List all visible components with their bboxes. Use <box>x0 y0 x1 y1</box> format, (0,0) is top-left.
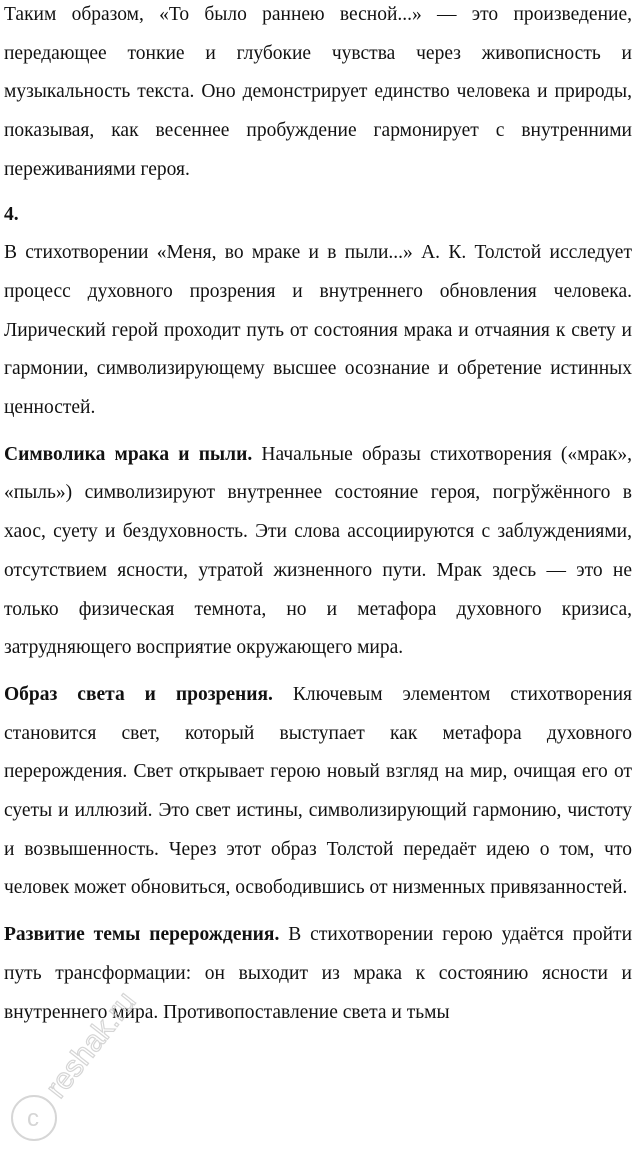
paragraph-intro: В стихотворении «Меня, во мраке и в пыли...» А. К. Толстой исследует процесс духовного прозрения и внутреннего обновления человека. Лирический герой проходит путь от состояния мрака и отчаяния к свету и гармонии, символизирующему высшее осознание и обретение истинных ценностей. <box>4 242 632 419</box>
watermark-text: reshak.ru <box>39 985 143 1105</box>
light-image-heading: Образ света и прозрения. <box>4 683 273 705</box>
darkness-symbolism-heading: Символика мрака и пыли. <box>4 443 253 465</box>
darkness-symbolism-text: Начальные образы стихотворения («мрак», «пыль») символизируют внутреннее состояние героя, погрўжённого в хаос, суету и бездуховность. Эти слова ассоциируются с заблуждениями, отсутствием ясности, утратой жизненного пути. Мрак здесь — это не только физическая темнота, но и метафора духовного кризиса, затрудняющего восприятие окружающего мира. <box>4 443 633 659</box>
paragraph-darkness-symbolism <box>4 436 632 668</box>
paragraph-conclusion: Таким образом, «То было раннею весной...» — это произведение, передающее тонкие и глубокие чувства через живописность и музыкальность текста. Оно демонстрирует единство человека и природы, показывая, как весеннее пробуждение гармонирует с внутренними переживаниями героя. <box>4 4 632 180</box>
paragraph-rebirth-theme <box>4 916 632 1032</box>
section-number: 4. <box>4 203 19 225</box>
light-image-text: Ключевым элементом стихотворения становится свет, который выступает как метафора духовного перерождения. Свет открывает герою новый взгляд на мир, очищая его от суеты и иллюзий. Это свет истины, символизирующий гармонию, чистоту и возвышенность. Через этот образ Толстой передаёт идею о том, что человек может обновиться, освободившись от низменных привязанностей. <box>4 683 632 899</box>
rebirth-theme-heading: Развитие темы перерождения. <box>4 924 280 946</box>
rebirth-theme-text: В стихотворении герою удаётся пройти путь трансформации: он выходит из мрака к состоянию ясности и внутреннего мира. Противопоставление света и тьмы <box>4 924 633 1023</box>
paragraph-light-image <box>4 676 632 908</box>
copyright-glyph: c <box>27 1105 39 1132</box>
